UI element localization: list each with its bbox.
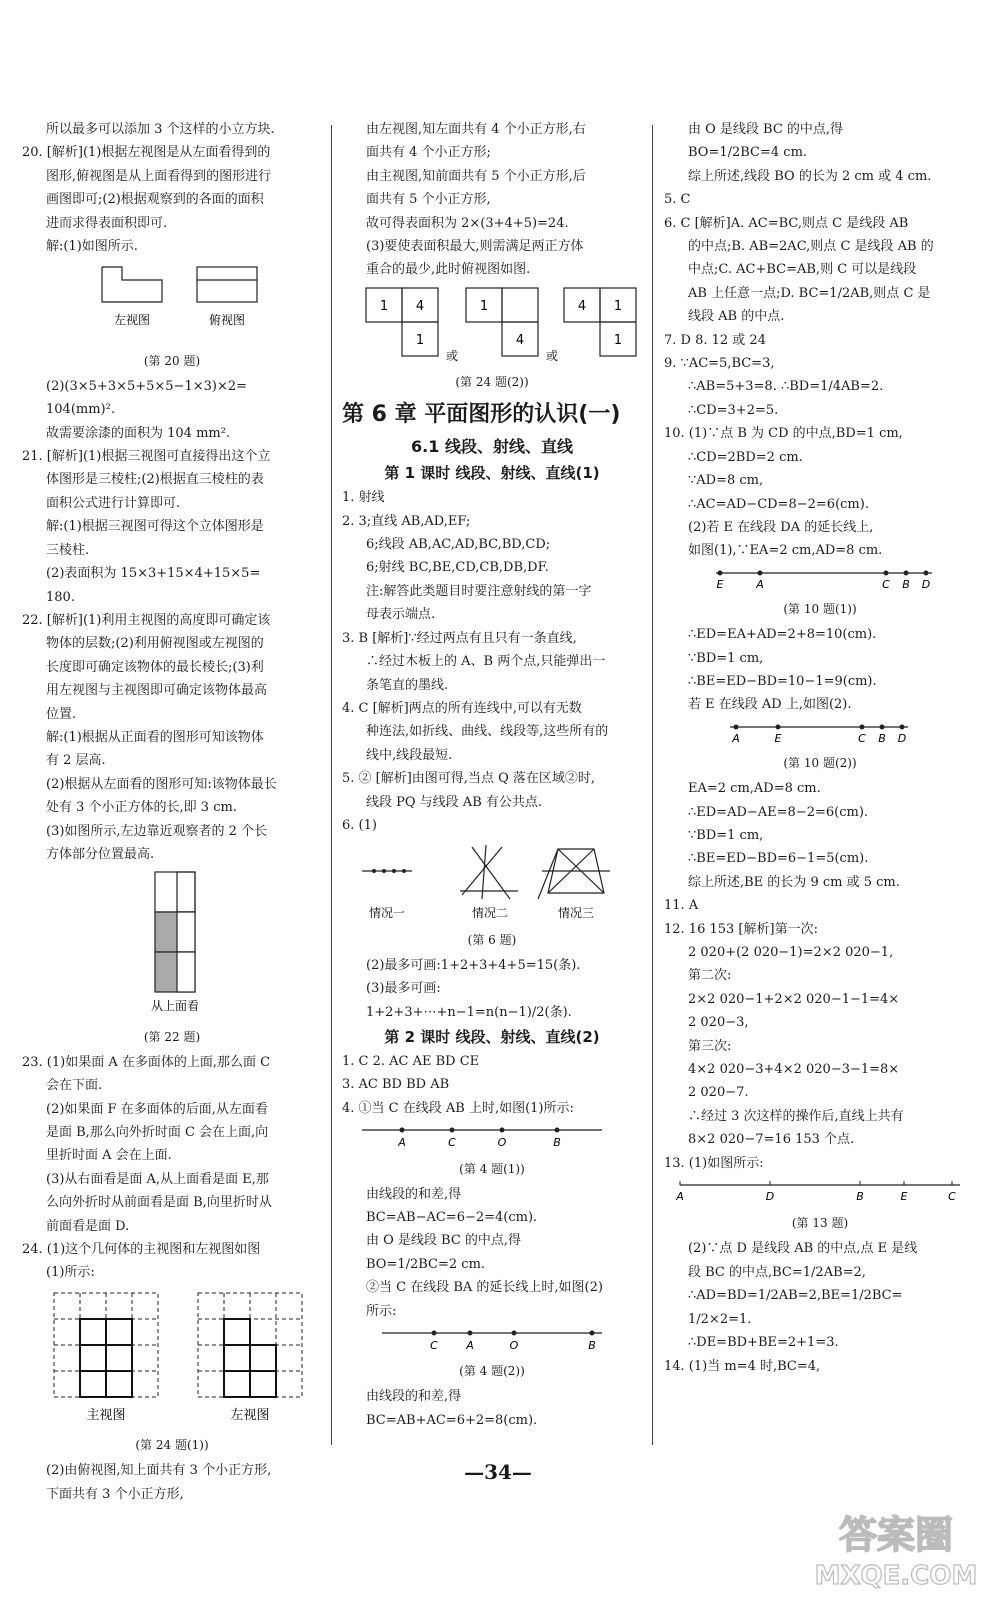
text-line: 3. AC BD BD AB — [342, 1077, 450, 1093]
text-line: 么向外折时从前面看是面 B,向里折时从 — [46, 1195, 272, 1211]
text-line: 由 O 是线段 BC 的中点,得 — [688, 122, 844, 137]
text-line: 下面共有 3 个小正方形, — [46, 1486, 184, 1502]
point-label: B — [856, 1190, 864, 1204]
text-line: ∵BD=1 cm, — [688, 650, 764, 666]
figure-4-1-drawing — [342, 1124, 642, 1150]
text-line: 21. [解析](1)根据三视图可直接得出这个立 — [22, 449, 271, 465]
svg-text:答案圈: 答案圈 — [838, 1513, 954, 1557]
text-line: 故可得表面积为 2×(3+4+5)=24. — [366, 215, 569, 231]
column-2 — [342, 118, 642, 1432]
column-divider-2 — [652, 125, 653, 1445]
or-label: 或 — [545, 348, 559, 363]
lesson-title: 第 2 课时 线段、射线、直线(2) — [384, 1027, 600, 1046]
text-line: 14. (1)当 m=4 时,BC=4, — [664, 1358, 821, 1374]
text-line: 23. (1)如果面 A 在多面体的上面,那么面 C — [22, 1054, 271, 1070]
grid-cell: 4 — [515, 332, 525, 348]
text-line: 由左视图,知左面共有 4 个小正方形,右 — [366, 122, 586, 137]
figure-13 — [664, 1179, 976, 1233]
text-line: 的中点;B. AB=2AC,则点 C 是线段 AB 的 — [688, 239, 934, 255]
text-line: 线段 AB 的中点. — [688, 309, 785, 325]
text-line: 中点;C. AC+BC=AB,则 C 可以是线段 — [688, 262, 917, 278]
figure-10-2-drawing — [664, 721, 976, 745]
point-label: B — [553, 1136, 561, 1150]
text-line: 段 BC 的中点,BC=1/2AB=2, — [688, 1264, 866, 1280]
grid-cell: 4 — [415, 298, 425, 314]
text-line: 12. 16 153 [解析]第一次: — [664, 921, 818, 937]
figure-caption: (第 10 题(1)) — [783, 602, 857, 617]
text-line: 5. ② [解析]由图可得,当点 Q 落在区域②时, — [342, 771, 595, 787]
text-line: 前面看是面 D. — [46, 1218, 130, 1234]
text-line: 母表示端点. — [366, 607, 436, 623]
figure-caption: (第 6 题) — [467, 932, 517, 947]
text-line: (1)所示: — [46, 1265, 95, 1281]
text-line: 20. [解析](1)根据左视图是从左面看得到的 — [22, 145, 271, 161]
text-line: 6;线段 AB,AC,AD,BC,BD,CD; — [366, 537, 551, 553]
svg-text:MXQE.COM: MXQE.COM — [814, 1561, 978, 1591]
point-label: B — [902, 577, 910, 591]
text-line: AB 上任意一点;D. BC=1/2AB,则点 C 是 — [688, 285, 931, 301]
text-line: BO=1/2BC=2 cm. — [366, 1256, 486, 1272]
figure-20-drawing — [22, 262, 322, 342]
text-line: (3)要使表面积最大,则需满足两正方体 — [366, 239, 584, 255]
watermark-logo — [804, 1504, 988, 1594]
text-line: 由主视图,知前面共有 5 个小正方形,后 — [366, 168, 586, 184]
figure-4-2-drawing — [342, 1327, 642, 1353]
text-line: 里折时面 A 会在上面. — [46, 1148, 172, 1164]
text-line: 1+2+3+⋯+n−1=n(n−1)/2(条). — [366, 1004, 572, 1020]
text-line: ∴AB=5+3=8. ∴BD=1/4AB=2. — [688, 379, 884, 395]
figure-caption: (第 4 题(1)) — [459, 1161, 525, 1176]
point-label: C — [430, 1339, 438, 1353]
text-line: (2)根据从左面看的图形可知:该物体最长 — [46, 776, 277, 792]
text-line: 进而求得表面积即可. — [46, 215, 168, 231]
text-line: 2 020−7. — [688, 1085, 749, 1101]
figure-24-1 — [22, 1289, 322, 1455]
text-line: (2)表面积为 15×3+15×4+15×5= — [46, 566, 261, 582]
figure-caption: (第 22 题) — [143, 1029, 201, 1044]
grid-cell: 4 — [577, 298, 587, 314]
text-line: (2)如果面 F 在多面体的后面,从左面看 — [46, 1101, 268, 1117]
text-line: ∴CD=2BD=2 cm. — [688, 449, 803, 465]
point-label: D — [921, 577, 931, 591]
text-line: 所以最多可以添加 3 个这样的小立方块. — [46, 122, 275, 137]
text-line: ∴CD=3+2=5. — [688, 402, 779, 418]
text-line: 由线段的和差,得 — [366, 1389, 462, 1405]
text-line: 会在下面. — [46, 1078, 103, 1094]
text-line: 3. B [解析]∵经过两点有且只有一条直线, — [342, 630, 577, 646]
text-line: EA=2 cm,AD=8 cm. — [688, 781, 821, 797]
figure-caption: (第 4 题(2)) — [459, 1364, 525, 1379]
figure-10-1 — [664, 567, 976, 619]
text-line: 所示: — [366, 1303, 397, 1319]
text-line: 第三次: — [688, 1038, 732, 1054]
grid-cell: 1 — [613, 298, 623, 314]
text-line: ∴经过木板上的 A、B 两个点,只能弹出一 — [366, 654, 606, 670]
text-line: 种连法,如折线、曲线、线段等,这些所有的 — [366, 724, 609, 740]
text-line: BC=AB+AC=6+2=8(cm). — [366, 1412, 538, 1428]
text-line: 位置. — [46, 706, 77, 722]
figure-10-2 — [664, 721, 976, 773]
lesson-title: 第 1 课时 线段、射线、直线(1) — [384, 464, 600, 483]
figure-caption: (第 24 题(1)) — [135, 1438, 209, 1453]
text-line: 解:(1)根据三视图可得这个立体图形是 — [46, 519, 264, 535]
text-line: 条笔直的墨线. — [366, 677, 449, 693]
text-line: 图形,俯视图是从上面看得到的图形进行 — [46, 168, 272, 184]
text-line: 解:(1)如图所示. — [46, 239, 138, 255]
figure-20 — [22, 262, 322, 370]
text-line: 1. 射线 — [342, 490, 385, 506]
text-line: BO=1/2BC=4 cm. — [688, 145, 808, 161]
grid-cell: 1 — [415, 332, 425, 348]
point-label: E — [774, 731, 782, 745]
text-line: 故需要涂漆的面积为 104 mm². — [46, 425, 231, 441]
text-line: (3)如图所示,左边靠近观察者的 2 个长 — [46, 823, 268, 839]
text-line: 由线段的和差,得 — [366, 1186, 462, 1202]
text-line: ∴ED=AD−AE=8−2=6(cm). — [688, 804, 869, 820]
text-line: 注:解答此类题目时要注意射线的第一字 — [366, 583, 592, 599]
text-line: 9. ∵AC=5,BC=3, — [664, 356, 775, 372]
text-line: 若 E 在线段 AD 上,如图(2). — [688, 697, 852, 713]
point-label: A — [756, 577, 764, 591]
fig20-left-label: 左视图 — [113, 313, 151, 328]
grid-cell: 1 — [479, 298, 489, 314]
text-line: 6. C [解析]A. AC=BC,则点 C 是线段 AB — [664, 215, 909, 231]
column-3 — [664, 118, 976, 1378]
fig22-label: 从上面看 — [150, 999, 200, 1014]
text-line: ∴ED=EA+AD=2+8=10(cm). — [688, 627, 877, 643]
text-line: 综上所述,线段 BO 的长为 2 cm 或 4 cm. — [688, 168, 932, 184]
text-line: 8×2 020−7=16 153 个点. — [688, 1132, 855, 1148]
fig6-label: 情况一 — [368, 906, 406, 921]
figure-24-1-drawing — [22, 1289, 322, 1427]
page-number: —34— — [464, 1460, 532, 1484]
text-line: (3)从右面看是面 A,从上面看是面 E,那 — [46, 1171, 269, 1187]
figure-caption: (第 10 题(2)) — [783, 756, 857, 771]
text-line: 处有 3 个小正方体的长,即 3 cm. — [46, 800, 237, 816]
text-line: ∴经过 3 次这样的操作后,直线上共有 — [688, 1108, 904, 1124]
text-line: 13. (1)如图所示: — [664, 1155, 764, 1171]
text-line: 体图形是三棱柱;(2)根据直三棱柱的表 — [46, 472, 264, 488]
text-line: ②当 C 在线段 BA 的延长线上时,如图(2) — [366, 1280, 603, 1296]
text-line: 由 O 是线段 BC 的中点,得 — [366, 1233, 522, 1249]
text-line: 物体的层数;(2)利用俯视图或左视图的 — [46, 636, 264, 652]
text-line: 线段 PQ 与线段 AB 有公共点. — [366, 794, 543, 810]
text-line: 重合的最少,此时俯视图如图. — [366, 262, 531, 278]
figure-24-2 — [342, 286, 642, 392]
text-line: 1. C 2. AC AE BD CE — [342, 1053, 480, 1069]
text-line: 1/2×2=1. — [688, 1311, 752, 1327]
text-line: ∴DE=BD+BE=2+1=3. — [688, 1335, 839, 1351]
chapter-title: 第 6 章 平面图形的认识(一) — [342, 402, 621, 428]
text-line: 方体部分位置最高. — [46, 846, 155, 862]
text-line: 面积公式进行计算即可. — [46, 495, 181, 511]
figure-caption: (第 24 题(2)) — [455, 375, 529, 390]
figure-10-1-drawing — [664, 567, 976, 591]
text-line: ∴BE=ED−BD=10−1=9(cm). — [688, 673, 877, 689]
text-line: 11. A — [664, 898, 699, 914]
point-label: A — [676, 1190, 684, 1204]
text-line: 用左视图与主视图即可确定该物体最高 — [46, 683, 268, 699]
text-line: 2 020−3, — [688, 1015, 749, 1031]
text-line: 104(mm)². — [46, 402, 115, 418]
column-1 — [22, 118, 322, 1506]
figure-24-2-drawing — [342, 286, 642, 364]
text-line: 2 020+(2 020−1)=2×2 020−1, — [688, 945, 894, 960]
text-line: (3)最多可画: — [366, 981, 441, 997]
point-label: C — [448, 1136, 456, 1150]
text-line: 解:(1)根据从正面看的图形可知该物体 — [46, 729, 264, 745]
text-line: 7. D 8. 12 或 24 — [664, 332, 766, 348]
figure-caption: (第 13 题) — [791, 1216, 849, 1231]
fig24-left-label: 左视图 — [230, 1407, 270, 1423]
text-line: 4. C [解析]两点的所有连线中,可以有无数 — [342, 700, 582, 716]
text-line: ∴AC=AD−CD=8−2=6(cm). — [688, 496, 869, 512]
text-line: 6. (1) — [342, 817, 377, 833]
point-label: D — [765, 1190, 775, 1204]
text-line: 2×2 020−1+2×2 020−1−1=4× — [688, 991, 900, 1007]
point-label: B — [588, 1339, 596, 1353]
text-line: 6;射线 BC,BE,CD,CB,DB,DF. — [366, 560, 549, 576]
text-line: 2. 3;直线 AB,AD,EF; — [342, 513, 471, 529]
figure-6-drawing — [342, 841, 642, 921]
text-line: 24. (1)这个几何体的主视图和左视图如图 — [22, 1242, 261, 1258]
point-label: O — [497, 1136, 507, 1150]
fig24-main-label: 主视图 — [86, 1407, 126, 1423]
text-line: (2)(3×5+3×5+5×5−1×3)×2= — [46, 378, 248, 394]
or-label: 或 — [445, 348, 459, 363]
section-title: 6.1 线段、射线、直线 — [411, 437, 573, 457]
point-label: A — [466, 1339, 474, 1353]
text-line: 有 2 层高. — [46, 753, 106, 769]
fig20-right-label: 俯视图 — [208, 313, 246, 328]
text-line: 第二次: — [688, 968, 732, 984]
text-line: ∴AD=BD=1/2AB=2,BE=1/2BC= — [688, 1288, 903, 1304]
point-label: C — [948, 1190, 956, 1204]
point-label: A — [732, 731, 740, 745]
figure-22 — [22, 870, 322, 1046]
point-label: E — [900, 1190, 908, 1204]
text-line: (2)最多可画:1+2+3+4+5=15(条). — [366, 957, 581, 973]
text-line: 5. C — [664, 192, 691, 208]
fig6-label: 情况三 — [557, 906, 595, 921]
figure-13-drawing — [664, 1179, 976, 1205]
text-line: 180. — [46, 589, 75, 605]
text-line: 画图即可;(2)根据观察到的各面的面积 — [46, 192, 264, 208]
figure-4-1 — [342, 1124, 642, 1178]
text-line: 综上所述,BE 的长为 9 cm 或 5 cm. — [688, 874, 900, 890]
grid-cell: 1 — [379, 298, 389, 314]
text-line: ∵AD=8 cm, — [688, 473, 764, 489]
point-label: C — [882, 577, 890, 591]
point-label: E — [716, 577, 724, 591]
text-line: (2)由俯视图,知上面共有 3 个小正方形, — [46, 1463, 272, 1479]
text-line: (2)∵点 D 是线段 AB 的中点,点 E 是线 — [688, 1241, 918, 1257]
fig6-label: 情况二 — [471, 906, 509, 921]
column-divider-1 — [331, 125, 332, 1445]
text-line: 面共有 4 个小正方形; — [366, 145, 491, 161]
point-label: C — [858, 731, 866, 745]
figure-22-drawing — [22, 870, 322, 1018]
grid-cell: 1 — [613, 332, 623, 348]
point-label: D — [897, 731, 907, 745]
text-line: 是面 B,那么向外折时面 C 会在上面,向 — [46, 1125, 269, 1140]
text-line: 三棱柱. — [46, 542, 90, 558]
text-line: ∵BD=1 cm, — [688, 827, 764, 843]
text-line: BC=AB−AC=6−2=4(cm). — [366, 1210, 538, 1225]
text-line: 面共有 5 个小正方形, — [366, 192, 491, 208]
figure-caption: (第 20 题) — [143, 353, 201, 368]
figure-6 — [342, 841, 642, 949]
text-line: 线中,线段最短. — [366, 747, 453, 763]
figure-4-2 — [342, 1327, 642, 1381]
text-line: 10. (1)∵点 B 为 CD 的中点,BD=1 cm, — [664, 426, 903, 442]
text-line: ∴BE=ED−BD=6−1=5(cm). — [688, 851, 869, 867]
text-line: 如图(1),∵EA=2 cm,AD=8 cm. — [688, 543, 883, 559]
point-label: B — [878, 731, 886, 745]
text-line: 4. ①当 C 在线段 AB 上时,如图(1)所示: — [342, 1100, 574, 1116]
text-line: (2)若 E 在线段 DA 的延长线上, — [688, 519, 874, 535]
text-line: 22. [解析](1)利用主视图的高度即可确定该 — [22, 612, 271, 628]
text-line: 4×2 020−3+4×2 020−3−1=8× — [688, 1062, 900, 1078]
point-label: A — [398, 1136, 406, 1150]
point-label: O — [509, 1339, 519, 1353]
text-line: 长度即可确定该物体的最长棱长;(3)利 — [46, 659, 264, 675]
